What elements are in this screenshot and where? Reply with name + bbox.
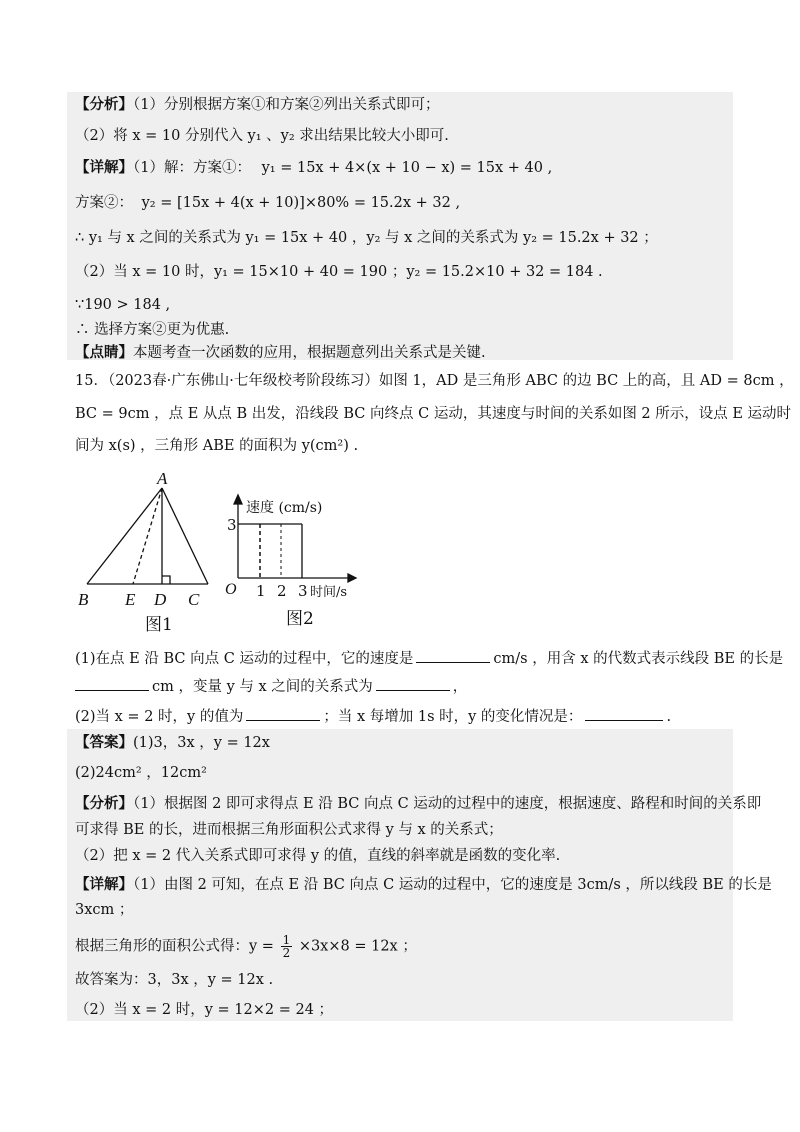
analysis2-line-2: 可求得 BE 的长，进而根据三角形面积公式求得 y 与 x 的关系式； <box>75 822 503 838</box>
analysis-line-1 <box>75 95 439 115</box>
figure-2-speed-time-graph <box>222 490 372 635</box>
label-e: E <box>125 590 136 609</box>
answer-text-1: (1)3，3x ，y = 12x <box>133 735 270 751</box>
right-angle-mark <box>162 576 170 584</box>
detail-text: （1）解：方案①： <box>133 160 251 176</box>
formula-plan-1: y₁ = 15x + 4×(x + 10 − x) = 15x + 40 , <box>261 160 553 176</box>
q1-text-c: cm ，变量 y 与 x 之间的关系式为 <box>152 679 373 695</box>
analysis2-tag: 【分析】 <box>75 795 133 812</box>
problem-line-2: BC = 9cm ，点 E 从点 B 出发，沿线段 BC 向终点 C 运动，其速度与时间的关系如图 2 所示，设点 E 运动时 <box>75 406 792 422</box>
label-a: A <box>157 469 168 488</box>
plan-2-label: 方案②： <box>75 195 133 211</box>
analysis-line-2: （2）将 x = 10 分别代入 y₁ 、y₂ 求出结果比较大小即可. <box>75 128 449 144</box>
detail2-line-5: （2）当 x = 2 时，y = 12×2 = 24 ； <box>75 1002 334 1018</box>
q2-text-a: (2)当 x = 2 时，y 的值为 <box>75 709 244 725</box>
answer-line-1 <box>75 733 270 753</box>
question-1-line-2 <box>75 676 467 697</box>
question-2-line <box>75 706 671 727</box>
detail2-line-3 <box>75 934 417 959</box>
fraction-denominator: 2 <box>282 946 291 960</box>
area-formula-prefix: 根据三角形的面积公式得：y = <box>75 938 274 955</box>
y-axis-label: 速度 (cm/s) <box>246 500 323 516</box>
x-tick-2: 2 <box>277 582 287 600</box>
problem-line-3: 间为 x(s) ，三角形 ABE 的面积为 y(cm²) . <box>75 438 359 454</box>
detail2-tag: 【详解】 <box>75 876 133 893</box>
problem-line-1: 15．（2023春·广东佛山·七年级校考阶段练习）如图 1，AD 是三角形 ABC 的边 BC 上的高，且 AD = 8cm ， <box>75 373 794 389</box>
question-1-line-1 <box>75 648 783 669</box>
blank-relation <box>376 676 450 691</box>
x-tick-3: 3 <box>298 582 308 600</box>
x-axis-arrow <box>348 574 356 582</box>
blank-y-change <box>585 706 663 721</box>
y-tick-3: 3 <box>227 516 237 534</box>
detail-line-2 <box>75 193 460 213</box>
detail2-text-1: （1）由图 2 可知，在点 E 沿 BC 向点 C 运动的过程中，它的速度是 3cm/s ，所以线段 BE 的长是 <box>133 877 772 893</box>
detail-line-3: ∴ y₁ 与 x 之间的关系式为 y₁ = 15x + 40 ，y₂ 与 x 之间的关系式为 y₂ = 15.2x + 32 ； <box>75 230 658 246</box>
q2-text-b: ；当 x 每增加 1s 时，y 的变化情况是： <box>323 709 583 725</box>
y-axis-arrow <box>234 495 242 504</box>
fraction-numerator: 1 <box>282 933 291 947</box>
label-c: C <box>188 590 200 609</box>
figure-1-triangle <box>70 468 220 638</box>
q1-text-b: cm/s ，用含 x 的代数式表示线段 BE 的长是 <box>493 651 784 667</box>
analysis2-line-3: （2）把 x = 2 代入关系式即可求得 y 的值，直线的斜率就是函数的变化率. <box>75 848 561 864</box>
blank-be-length <box>75 676 149 691</box>
detail-line-5: ∵190 > 184 , <box>75 297 171 313</box>
blank-speed <box>416 648 490 663</box>
comment-text: 本题考查一次函数的应用，根据题意列出关系式是关键. <box>133 345 486 361</box>
detail-line-1 <box>75 158 552 178</box>
figure-2-caption: 图2 <box>286 609 314 629</box>
detail2-line-2: 3xcm ； <box>75 902 134 918</box>
q1-text-d: ， <box>452 679 468 695</box>
side-ab <box>87 488 162 584</box>
origin-label: O <box>225 581 237 598</box>
label-d: D <box>154 590 167 609</box>
x-axis-label: 时间/s <box>310 585 348 600</box>
detail2-line-1 <box>75 875 772 895</box>
side-ac <box>162 488 208 584</box>
detail-tag: 【详解】 <box>75 159 133 176</box>
x-tick-1: 1 <box>256 582 266 600</box>
blank-y-value <box>246 706 320 721</box>
segment-ae-dashed <box>133 488 162 584</box>
fraction-one-half <box>281 934 293 959</box>
comment-tag: 【点睛】 <box>75 344 133 361</box>
answer-tag: 【答案】 <box>75 734 133 751</box>
analysis-text: （1）分别根据方案①和方案②列出关系式即可； <box>133 97 440 113</box>
formula-plan-2: y₂ = [15x + 4(x + 10)]×80% = 15.2x + 32 , <box>141 195 461 211</box>
analysis-tag: 【分析】 <box>75 96 133 113</box>
analysis2-line-1 <box>75 794 761 814</box>
q1-text-a: (1)在点 E 沿 BC 向点 C 运动的过程中，它的速度是 <box>75 651 414 667</box>
comment-line <box>75 343 486 363</box>
label-b: B <box>78 590 89 609</box>
detail-line-4: （2）当 x = 10 时，y₁ = 15×10 + 40 = 190 ；y₂ = 15.2×10 + 32 = 184 . <box>75 264 603 280</box>
analysis2-text-1: （1）根据图 2 即可求得点 E 沿 BC 向点 C 运动的过程中的速度，根据速度、路程和时间的关系即 <box>133 796 762 812</box>
detail-line-6: ∴ 选择方案②更为优惠. <box>75 322 230 338</box>
figure-1-caption: 图1 <box>145 615 173 635</box>
q2-text-c: . <box>666 709 672 725</box>
detail2-line-4: 故答案为：3，3x ，y = 12x . <box>75 972 274 988</box>
answer-line-2: (2)24cm² ，12cm² <box>75 765 207 781</box>
area-formula-suffix: ×3x×8 = 12x ； <box>298 938 417 955</box>
